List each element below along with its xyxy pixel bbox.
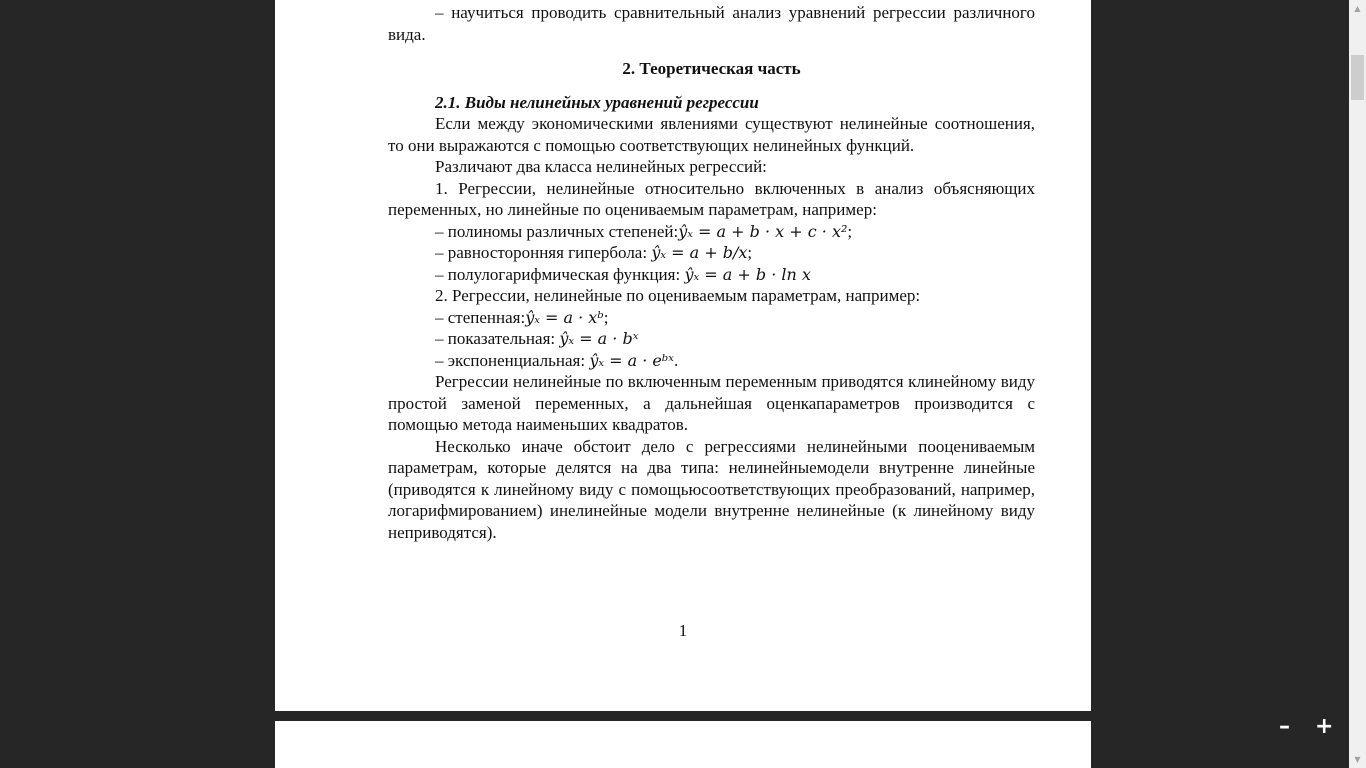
formula-exponential-base: ŷₓ = a · bˣ	[559, 329, 639, 348]
paragraph-6: Несколько иначе обстоит дело с регрессиями нелинейными пооцениваемым параметрам, которые делятся на два типа: нелинейныемодели внутренне линейные (приводятся к линейному виду с помощьюсоответствующих преобразований, например, логарифмированием) инелинейные модели внутренне нелинейные (к линейному виду неприводятся).	[388, 436, 1035, 542]
list-item-label: – полиномы различных степеней:	[435, 221, 679, 241]
list-item-label: – степенная:	[435, 307, 526, 327]
section-heading: 2. Теоретическая часть	[622, 59, 801, 78]
list-item-label: – равносторонняя гипербола:	[435, 243, 652, 262]
list-item-power: – степенная:ŷₓ = a · xᵇ;	[435, 307, 609, 327]
list-item-polynomial: – полиномы различных степеней:ŷₓ = a + b · x + c · x²;	[435, 221, 853, 241]
list-item-hyperbola: – равносторонняя гипербола: ŷₓ = a + b/x;	[435, 243, 753, 262]
paragraph-1: Если между экономическими явлениями существуют нелинейные соотношения, то они выражаются с помощью соответствующих нелинейных функций.	[388, 114, 1035, 155]
document-page	[275, 0, 1091, 711]
formula-semilog: ŷₓ = a + b · ln x	[684, 264, 811, 284]
scroll-down-icon[interactable]: ▼	[1354, 755, 1361, 764]
vertical-scrollbar[interactable]	[1349, 0, 1366, 768]
list-item-label: – показательная:	[435, 329, 560, 348]
next-page	[275, 721, 1091, 768]
paragraph-2: Различают два класса нелинейных регрессий:	[435, 157, 767, 176]
scroll-up-icon[interactable]: ▲	[1354, 4, 1361, 13]
list-item-label: – экспоненциальная:	[435, 350, 590, 370]
list-item-exponential: – экспоненциальная: ŷₓ = a · eᵇˣ.	[435, 350, 679, 370]
formula-exponential: ŷₓ = a · eᵇˣ	[589, 350, 674, 370]
list-item-semilog	[388, 264, 1035, 286]
paragraph-5: Регрессии нелинейные по включенным переменным приводятся клинейному виду простой заменой переменных, а дальнейшая оценкапараметров производится с помощью метода наименьших квадратов.	[388, 372, 1035, 434]
paragraph-4: 2. Регрессии, нелинейные по оцениваемым параметрам, например:	[435, 286, 921, 305]
zoom-in-button[interactable]: +	[1315, 714, 1334, 739]
paragraph-3: 1. Регрессии, нелинейные относительно включенных в анализ объясняющих переменных, но линейные по оцениваемым параметрам, например:	[388, 178, 1035, 219]
list-item-label: – полулогарифмическая функция:	[435, 264, 685, 284]
page-content	[388, 2, 1035, 543]
scrollbar-thumb[interactable]	[1351, 55, 1364, 100]
subsection-heading: 2.1. Виды нелинейных уравнений регрессии	[435, 92, 759, 112]
zoom-out-button[interactable]: –	[1279, 714, 1290, 739]
page-number: 1	[678, 621, 688, 640]
formula-polynomial: ŷₓ = a + b · x + c · x²	[678, 221, 848, 241]
list-item-exponential-base	[388, 328, 1035, 350]
intro-line: – научиться проводить сравнительный анализ уравнений регрессии различного вида.	[388, 3, 1035, 44]
formula-hyperbola: ŷₓ = a + b/x	[651, 243, 748, 262]
formula-power: ŷₓ = a · xᵇ	[525, 307, 604, 327]
